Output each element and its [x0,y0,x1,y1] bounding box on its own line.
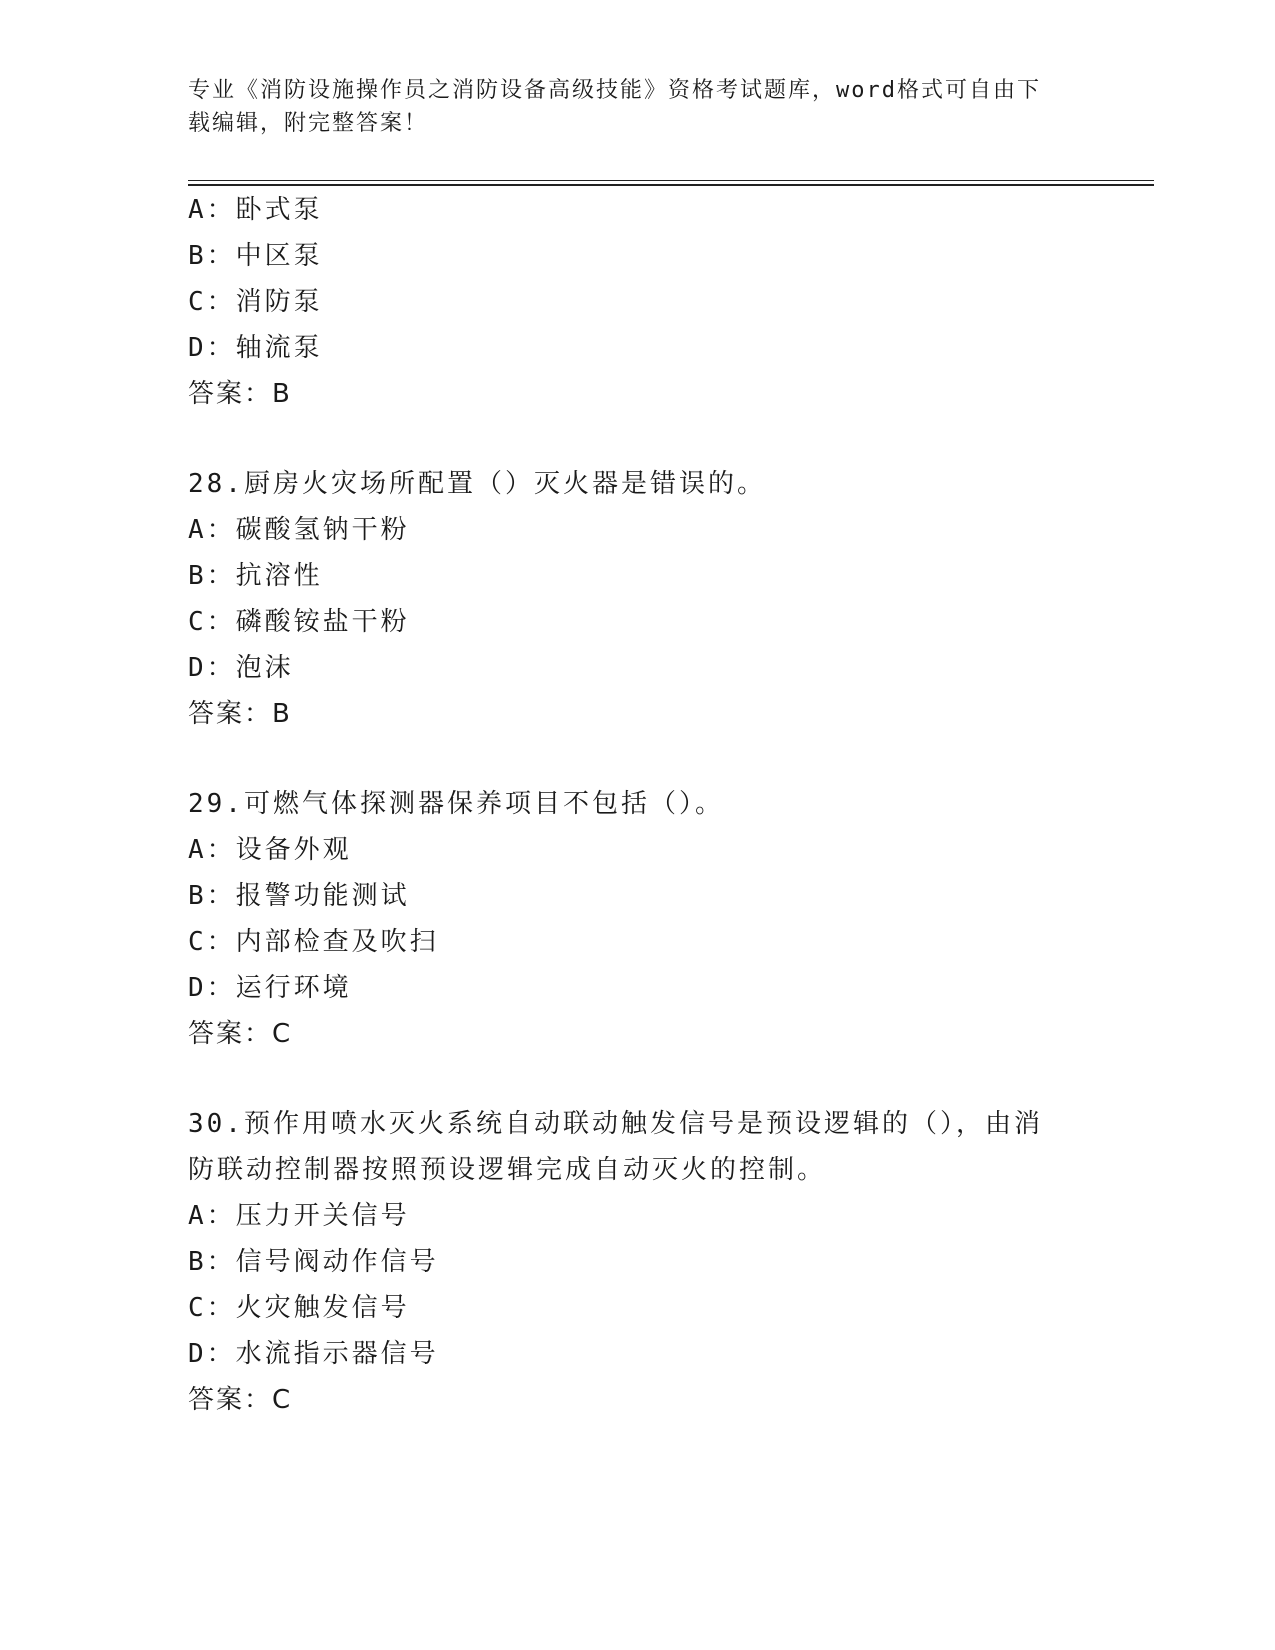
answer-line: 答案：B [188,699,292,729]
option-d: D：水流指示器信号 [188,1339,439,1369]
header-divider-thin [188,180,1154,181]
question-list [188,187,1154,1423]
option-c: C：消防泵 [188,287,323,317]
document-header [188,74,1088,140]
option-b: B：抗溶性 [188,561,323,591]
option-a: A：压力开关信号 [188,1201,410,1231]
answer-line: 答案：C [188,1385,293,1415]
option-a: A：卧式泵 [188,195,323,225]
answer-line: 答案：B [188,379,292,409]
option-d: D：轴流泵 [188,333,323,363]
option-c: C：磷酸铵盐干粉 [188,607,410,637]
question-stem: 30.预作用喷水灭火系统自动联动触发信号是预设逻辑的（），由消防联动控制器按照预设逻辑完成自动灭火的控制。 [188,1109,1043,1185]
option-d: D：泡沫 [188,653,294,683]
question-stem: 29.可燃气体探测器保养项目不包括（）。 [188,789,724,819]
header-divider-thick [188,184,1154,186]
question-block-29 [188,781,1154,1057]
question-block-30 [188,1101,1154,1423]
option-a: A：碳酸氢钠干粉 [188,515,410,545]
option-c: C：内部检查及吹扫 [188,927,439,957]
question-stem: 28.厨房火灾场所配置（）灭火器是错误的。 [188,469,766,499]
option-b: B：报警功能测试 [188,881,410,911]
answer-line: 答案：C [188,1019,293,1049]
option-c: C：火灾触发信号 [188,1293,410,1323]
option-b: B：信号阀动作信号 [188,1247,439,1277]
option-d: D：运行环境 [188,973,352,1003]
option-a: A：设备外观 [188,835,352,865]
header-line-2: 载编辑，附完整答案！ [188,111,429,136]
option-b: B：中区泵 [188,241,323,271]
header-line-1: 专业《消防设施操作员之消防设备高级技能》资格考试题库，word格式可自由下 [188,78,1041,103]
question-block-28 [188,461,1154,737]
question-block-27 [188,187,1154,417]
